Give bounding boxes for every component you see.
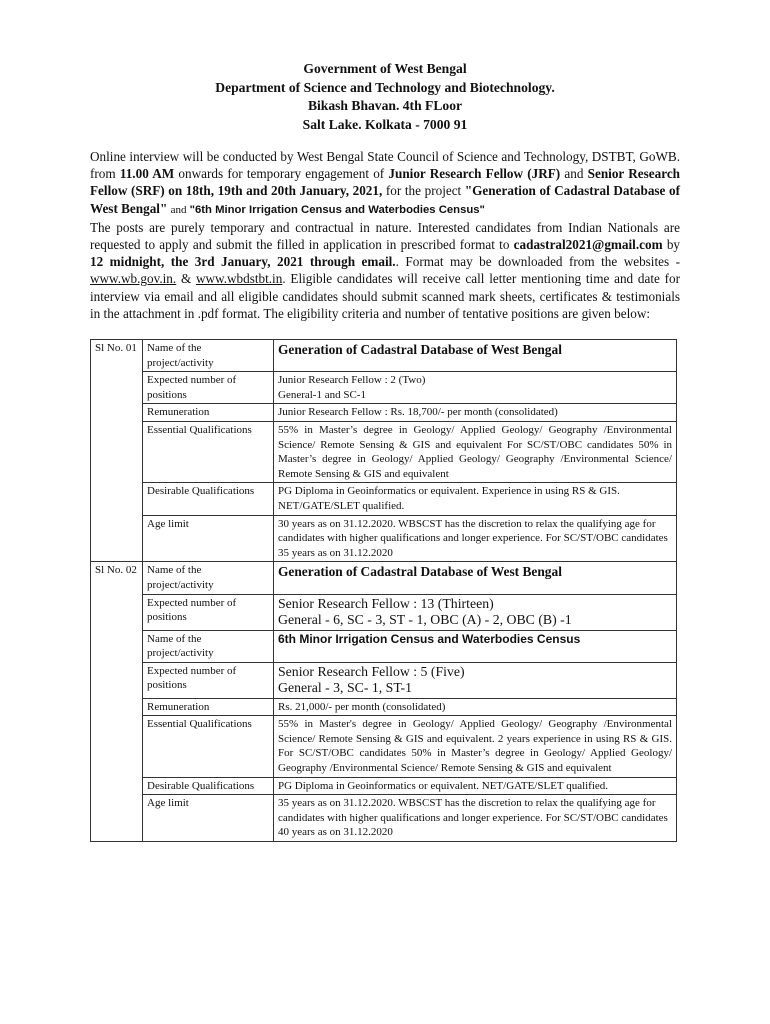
table-row xyxy=(91,630,677,662)
intro-text-part: . Eligible candidates will receive call letter mentioning time and date for interview via email and all eligible candidates should submit scanned mark sheets, certificates & testimonials in the attachment in .pdf format. The eligibility criteria and number of tentative positions are given below: xyxy=(90,271,680,321)
eligibility-table xyxy=(90,339,677,842)
desirable-qualifications-1: PG Diploma in Geoinformatics or equivalent. Experience in using RS & GIS. NET/GATE/SLET qualified. xyxy=(274,483,677,515)
intro-text-part: onwards for temporary engagement of xyxy=(174,166,389,182)
table-row xyxy=(91,340,677,372)
intro-text xyxy=(90,148,680,322)
project-2-name: "6th Minor Irrigation Census and Waterbodies Census" xyxy=(186,203,485,216)
header-government: Government of West Bengal xyxy=(303,61,467,76)
expected-positions-line: General-1 and SC-1 xyxy=(278,388,366,401)
intro-text-part: Online interview will be conducted by West Bengal State Council of Science and Technology, DSTBT, GoWB. from xyxy=(90,149,680,182)
header-building: Bikash Bhavan. 4th FLoor xyxy=(307,98,463,113)
intro-paragraph-1 xyxy=(90,148,680,219)
intro-text-part: by xyxy=(662,237,680,253)
table-row xyxy=(91,662,677,698)
table-row xyxy=(91,515,677,562)
row-label-age: Age limit xyxy=(143,795,274,842)
application-email[interactable]: cadastral2021@gmail.com xyxy=(513,237,663,253)
row-label-name: Name of the project/activity xyxy=(143,562,274,594)
table-row xyxy=(91,795,677,842)
remuneration-2: Rs. 21,000/- per month (consolidated) xyxy=(274,698,677,716)
table-row xyxy=(91,716,677,777)
expected-positions-line: General - 6, SC - 3, ST - 1, OBC (A) - 2, OBC (B) -1 xyxy=(278,612,572,627)
intro-text-part: " xyxy=(159,200,171,216)
row-label-expected: Expected number of positions xyxy=(143,662,274,698)
intro-text-part: & xyxy=(176,271,196,287)
row-label-remuneration: Remuneration xyxy=(143,404,274,422)
project-name-3: 6th Minor Irrigation Census and Waterbodies Census xyxy=(274,630,677,662)
table-row xyxy=(91,372,677,404)
table-row xyxy=(91,404,677,422)
link-wb-gov[interactable]: www.wb.gov.in. xyxy=(90,271,177,287)
header-department: Department of Science and Technology and Biotechnology. xyxy=(215,79,555,95)
application-deadline: 12 midnight, the 3rd January, 2021 through email. xyxy=(90,254,396,270)
table-row xyxy=(91,421,677,482)
row-label-name: Name of the project/activity xyxy=(143,630,274,662)
project-name-1: Generation of Cadastral Database of West Bengal xyxy=(274,340,677,372)
project-name-2: Generation of Cadastral Database of West Bengal xyxy=(274,562,677,594)
remuneration-1: Junior Research Fellow : Rs. 18,700/- per month (consolidated) xyxy=(274,404,677,422)
desirable-qualifications-2: PG Diploma in Geoinformatics or equivalent. NET/GATE/SLET qualified. xyxy=(274,777,677,795)
serial-number-1: Sl No. 01 xyxy=(91,340,143,562)
expected-positions-2 xyxy=(274,594,677,630)
intro-text-part: for the project xyxy=(382,183,465,199)
table-row xyxy=(91,483,677,515)
row-label-desirable: Desirable Qualifications xyxy=(143,777,274,795)
age-limit-1: 30 years as on 31.12.2020. WBSCST has the discretion to relax the qualifying age for candidates with higher qualifications and longer experience. For SC/ST/OBC candidates 35 years as on 31.12.2020 xyxy=(274,515,677,562)
table-row xyxy=(91,698,677,716)
row-label-expected: Expected number of positions xyxy=(143,594,274,630)
row-label-expected: Expected number of positions xyxy=(143,372,274,404)
age-limit-2: 35 years as on 31.12.2020. WBSCST has the discretion to relax the qualifying age for candidates with higher qualifications and longer experience. For SC/ST/OBC candidates 40 years as on 31.12.2020 xyxy=(274,795,677,842)
expected-positions-line: Senior Research Fellow : 13 (Thirteen) xyxy=(278,595,494,611)
expected-positions-line: Junior Research Fellow : 2 (Two) xyxy=(278,374,426,387)
project-1-name: "Generation of Cadastral Database of West Bengal xyxy=(90,183,680,216)
row-label-desirable: Desirable Qualifications xyxy=(143,483,274,515)
link-wbdstbt[interactable]: www.wbdstbt.in xyxy=(195,271,283,287)
row-label-essential: Essential Qualifications xyxy=(143,716,274,777)
intro-text-part: and xyxy=(560,166,588,182)
row-label-age: Age limit xyxy=(143,515,274,562)
serial-number-2: Sl No. 02 xyxy=(91,562,143,842)
essential-qualifications-2: 55% in Master's degree in Geology/ Applied Geology/ Geography /Environmental Science/ Remote Sensing & GIS and equivalent. 2 years experience in using RS & GIS. For SC/ST/OBC candidates 50% in Master’s degree in Geology/ Applied Geology/ Geography /Environmental Science/ Remote Sensing & GIS and equivalent xyxy=(274,716,677,777)
table-row xyxy=(91,777,677,795)
intro-text-part: . Format may be downloaded from the websites - xyxy=(395,254,680,270)
srf-dates: Senior Research Fellow (SRF) on 18th, 19th and 20th January, 2021, xyxy=(90,166,681,199)
table-row xyxy=(91,562,677,594)
row-label-essential: Essential Qualifications xyxy=(143,421,274,482)
interview-time: 11.00 AM xyxy=(119,166,175,182)
row-label-name: Name of the project/activity xyxy=(143,340,274,372)
expected-positions-1 xyxy=(274,372,677,404)
expected-positions-3 xyxy=(274,662,677,698)
document-header xyxy=(0,60,770,134)
intro-paragraph-2 xyxy=(90,219,680,322)
row-label-remuneration: Remuneration xyxy=(143,698,274,716)
table-row xyxy=(91,594,677,630)
intro-text-part: The posts are purely temporary and contractual in nature. Interested candidates from Indian Nationals are requested to apply and submit the filled in application in prescribed format to xyxy=(90,219,680,253)
expected-positions-line: General - 3, SC- 1, ST-1 xyxy=(278,680,412,696)
expected-positions-line: Senior Research Fellow : 5 (Five) xyxy=(278,663,465,679)
jrf-label: Junior Research Fellow (JRF) xyxy=(388,166,561,182)
header-address: Salt Lake. Kolkata - 7000 91 xyxy=(302,116,468,132)
intro-text-part: and xyxy=(170,203,187,216)
essential-qualifications-1: 55% in Master’s degree in Geology/ Applied Geology/ Geography /Environmental Science/ Remote Sensing & GIS and equivalent For SC/ST/OBC candidates 50% in Master’s degree in Geology/ Applied Geology/ Geography /Environmental Science/ Remote Sensing & GIS and equivalent xyxy=(274,421,677,482)
